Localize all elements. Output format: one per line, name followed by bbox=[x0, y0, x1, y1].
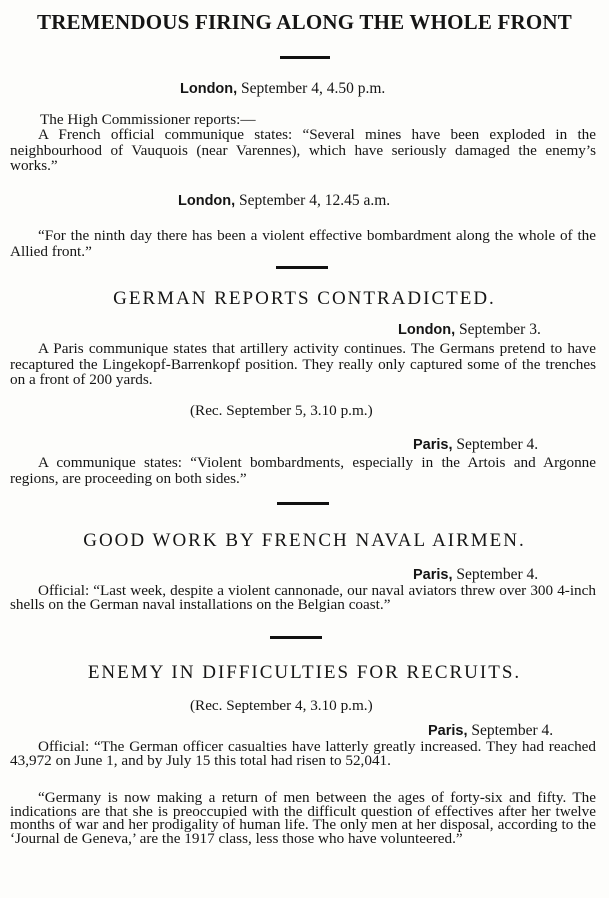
intro-text: The High Commissioner reports:— bbox=[40, 111, 256, 128]
dispatch-body-4: A communique states: “Violent bombardments, especially in the Artois and Argonne regions, are proceeding on both sides.” bbox=[10, 454, 596, 487]
dateline-paris-2: Paris, September 4. bbox=[413, 566, 539, 583]
dateline-london-2: London, September 4, 12.45 a.m. bbox=[178, 192, 391, 209]
dateline-paris-3: Paris, September 4. bbox=[428, 722, 554, 739]
headline-naval-airmen: GOOD WORK BY FRENCH NAVAL AIRMEN. bbox=[83, 530, 526, 551]
dateline-paris-1: Paris, September 4. bbox=[413, 436, 539, 453]
section-rule-2 bbox=[277, 502, 329, 505]
dispatch-body-3: A Paris communique states that artillery activity continues. The Germans pretend to have recaptured the Lingekopf-Barrenkopf position. They really only captured some of the trenches on a front of 200 yards. bbox=[10, 340, 596, 389]
headline-rule bbox=[280, 56, 330, 59]
received-note-1: (Rec. September 5, 3.10 p.m.) bbox=[190, 402, 373, 419]
main-headline: TREMENDOUS FIRING ALONG THE WHOLE FRONT bbox=[36, 10, 573, 34]
dateline-london-1: London, September 4, 4.50 p.m. bbox=[180, 80, 386, 97]
headline-enemy-recruits: ENEMY IN DIFFICULTIES FOR RECRUITS. bbox=[87, 662, 522, 683]
section-rule-1 bbox=[276, 266, 328, 269]
dispatch-body-5: Official: “Last week, despite a violent cannonade, our naval aviators threw over 300 4-inch shells on the German naval installations on the Belgian coast.” bbox=[10, 582, 596, 613]
dispatch-body-1: A French official communique states: “Several mines have been exploded in the neighbourhood of Vauquois (near Varennes), which have seriously damaged the enemy’s works.” bbox=[10, 126, 596, 175]
dispatch-body-6: Official: “The German officer casualties have latterly greatly increased. They had reached 43,972 on June 1, and by July 15 this total had risen to 52,041. bbox=[10, 738, 596, 769]
dateline-london-3: London, September 3. bbox=[398, 321, 541, 338]
section-rule-3 bbox=[270, 636, 322, 639]
headline-german-reports: GERMAN REPORTS CONTRADICTED. bbox=[113, 288, 496, 309]
received-note-2: (Rec. September 4, 3.10 p.m.) bbox=[190, 697, 373, 714]
dispatch-body-7: “Germany is now making a return of men between the ages of forty-six and fifty. The indications are that she is preoccupied with the difficult question of effectives after her twelve months of war and her prodigality of human life. The only men at her disposal, according to the ‘Journal de Geneva,’ are the 1917 class, less those who have volunteered.” bbox=[10, 789, 596, 847]
dispatch-body-2: “For the ninth day there has been a violent effective bombardment along the whole of the Allied front.” bbox=[10, 227, 596, 260]
